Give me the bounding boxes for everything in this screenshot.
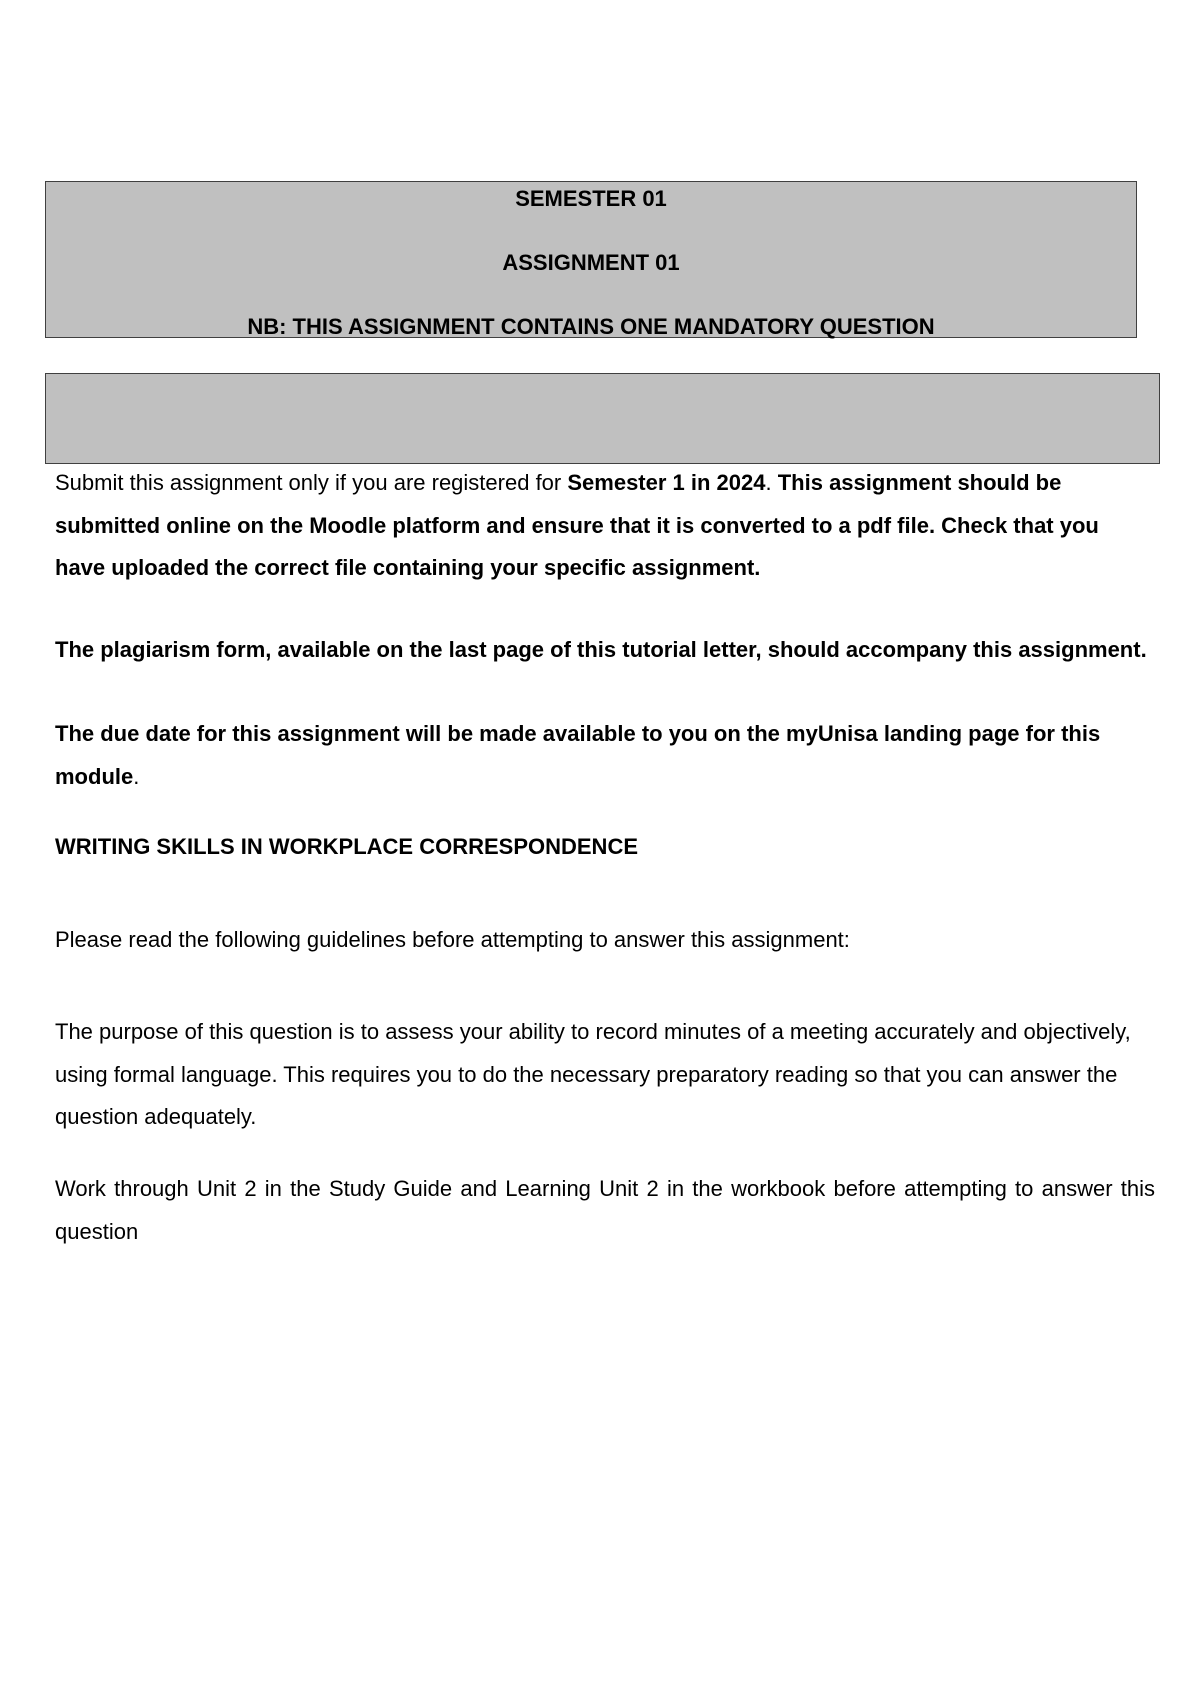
section-heading: WRITING SKILLS IN WORKPLACE CORRESPONDENCE xyxy=(55,834,639,859)
plagiarism-notice xyxy=(55,629,1155,672)
assignment-label: ASSIGNMENT 01 xyxy=(502,250,680,275)
guidelines-intro: Please read the following guidelines before attempting to answer this assignment: xyxy=(55,927,850,952)
semester-label: SEMESTER 01 xyxy=(515,186,667,211)
submission-instructions xyxy=(55,462,1155,590)
plagiarism-text: The plagiarism form, available on the last page of this tutorial letter, should accompany this assignment. xyxy=(55,637,1147,662)
submission-period: . xyxy=(765,470,778,495)
purpose-paragraph: The purpose of this question is to assess your ability to record minutes of a meeting accurately and objectively, using formal language. This requires you to do the necessary preparatory reading so that you can answer the question adequately. xyxy=(55,1019,1131,1129)
semester-year-bold: Semester 1 in 2024 xyxy=(567,470,766,495)
due-date-text: The due date for this assignment will be made available to you on the myUnisa landing page for this module xyxy=(55,721,1101,789)
due-date-notice xyxy=(55,713,1155,798)
mandatory-question-notice: NB: THIS ASSIGNMENT CONTAINS ONE MANDATORY QUESTION xyxy=(247,314,935,339)
due-date-end: . xyxy=(133,763,140,789)
submission-online-instructions: This assignment should be submitted online on the Moodle platform and ensure that it is converted to a pdf file. Check that you have uploaded the correct file containing your specific assignment. xyxy=(55,470,1099,580)
work-through-paragraph: Work through Unit 2 in the Study Guide and Learning Unit 2 in the workbook before attempting to answer this question xyxy=(55,1176,1155,1244)
assignment-header-box xyxy=(45,181,1137,338)
empty-shaded-box xyxy=(45,373,1160,464)
submission-intro: Submit this assignment only if you are registered for xyxy=(55,470,568,495)
